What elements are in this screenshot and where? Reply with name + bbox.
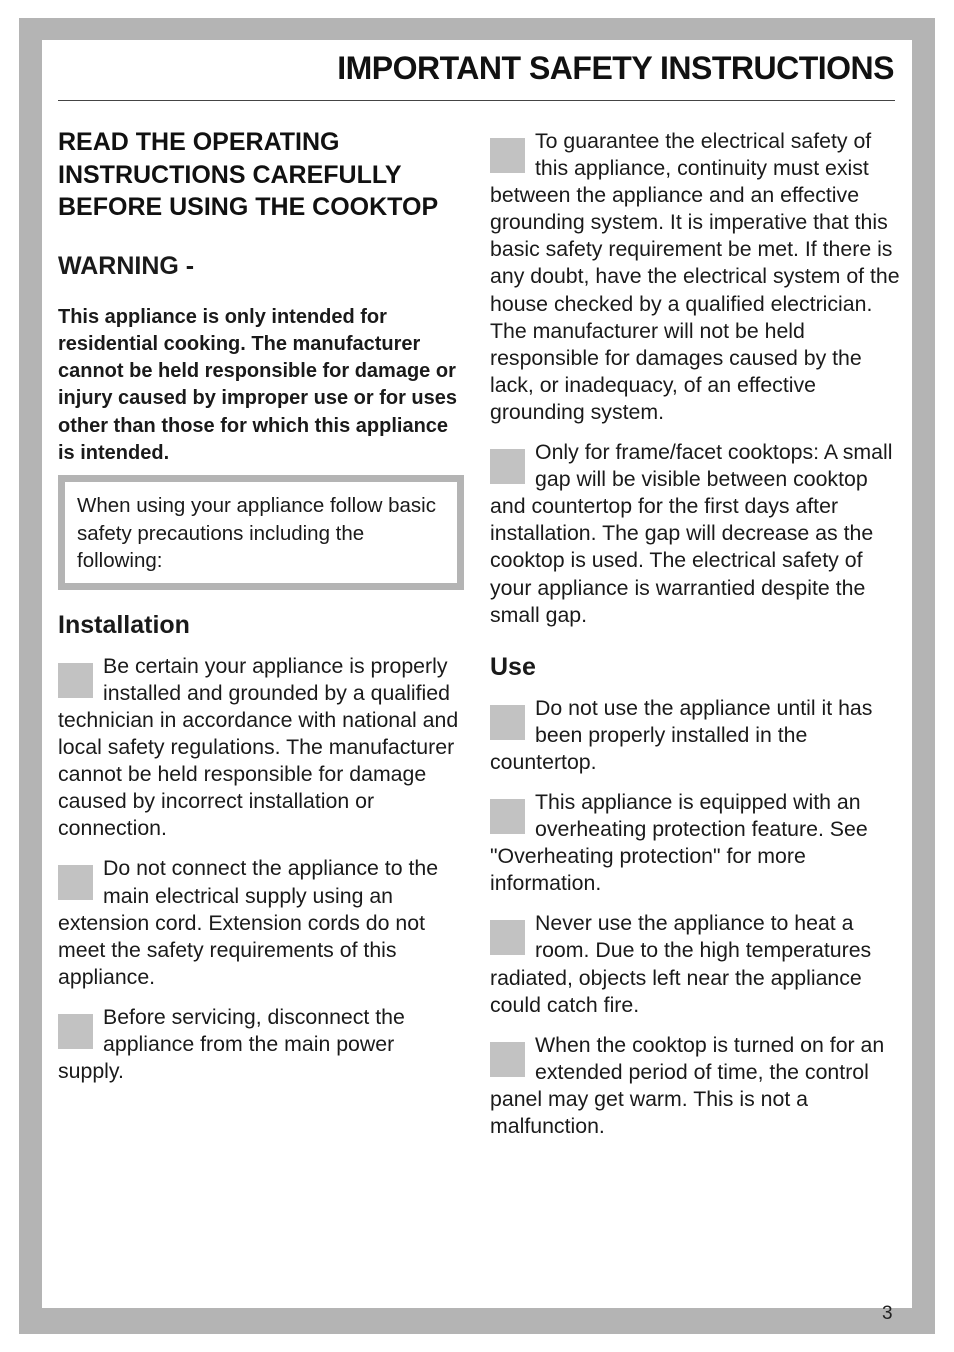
use-item-text: Never use the appliance to heat a room. Due to the high temperatures radiated, objects left near the appliance could catch fire. <box>490 911 872 1017</box>
installation-item <box>58 1004 466 1085</box>
use-item-text: When the cooktop is turned on for an extended period of time, the control panel may get warm. This is not a malfunction. <box>490 1032 885 1138</box>
installation-heading: Installation <box>58 610 190 639</box>
use-item-text: This appliance is equipped with an overheating protection feature. See "Overheating protection" for more information. <box>490 789 868 896</box>
left-column <box>58 126 466 1085</box>
page-number: 3 <box>882 1303 893 1324</box>
bullet-square-icon <box>490 1042 525 1077</box>
installation-item-text: Be certain your appliance is properly installed and grounded by a qualified technician in accordance with national and local safety regulations. The manufacturer cannot be held responsible for damage caused by incorrect installation or connection. <box>58 653 459 841</box>
safety-item-text: To guarantee the electrical safety of this appliance, continuity must exist between the appliance and an effective grounding system. It is imperative that this basic safety requirement be met. If there is any doubt, have the electrical system of the house checked by a qualified electrician. The manufacturer will not be held responsible for damages caused by the lack, or inadequacy, of an effective grounding system. <box>490 129 900 424</box>
main-heading: READ THE OPERATING INSTRUCTIONS CAREFULLY BEFORE USING THE COOKTOP <box>58 128 439 221</box>
bullet-square-icon <box>58 663 93 698</box>
notice-text: When using your appliance follow basic safety precautions including the following: <box>77 494 436 573</box>
use-item <box>490 1032 900 1140</box>
warning-text: This appliance is only intended for residential cooking. The manufacturer cannot be held responsible for damage or injury caused by improper use or for uses other than those for which this appliance is intended. <box>58 305 458 464</box>
installation-item-text: Do not connect the appliance to the main electrical supply using an extension cord. Extension cords do not meet the safety requirements of this appliance. <box>58 856 439 989</box>
warning-heading: WARNING - <box>58 251 195 280</box>
bullet-square-icon <box>490 449 525 484</box>
installation-item <box>58 855 466 990</box>
right-column <box>490 128 900 1140</box>
installation-item <box>58 653 466 843</box>
notice-box <box>58 475 464 590</box>
use-item <box>490 789 900 897</box>
bullet-square-icon <box>490 138 525 173</box>
page-title: IMPORTANT SAFETY INSTRUCTIONS <box>337 50 894 86</box>
installation-item-text: Before servicing, disconnect the appliance from the main power supply. <box>58 1004 405 1084</box>
safety-item-text: Only for frame/facet cooktops: A small gap will be visible between cooktop and countertop for the first days after installation. The gap will decrease as the cooktop is used. The electrical safety of your appliance is warrantied despite the small gap. <box>490 440 893 627</box>
safety-item <box>490 439 900 629</box>
bullet-square-icon <box>490 799 525 834</box>
use-item <box>490 695 900 776</box>
bullet-square-icon <box>490 705 525 740</box>
safety-item <box>490 128 900 426</box>
bullet-square-icon <box>58 865 93 900</box>
bullet-square-icon <box>490 920 525 955</box>
header-divider <box>58 100 895 101</box>
use-heading: Use <box>490 652 536 681</box>
bullet-square-icon <box>58 1014 93 1049</box>
use-item-text: Do not use the appliance until it has been properly installed in the countertop. <box>490 695 873 774</box>
use-item <box>490 910 900 1018</box>
